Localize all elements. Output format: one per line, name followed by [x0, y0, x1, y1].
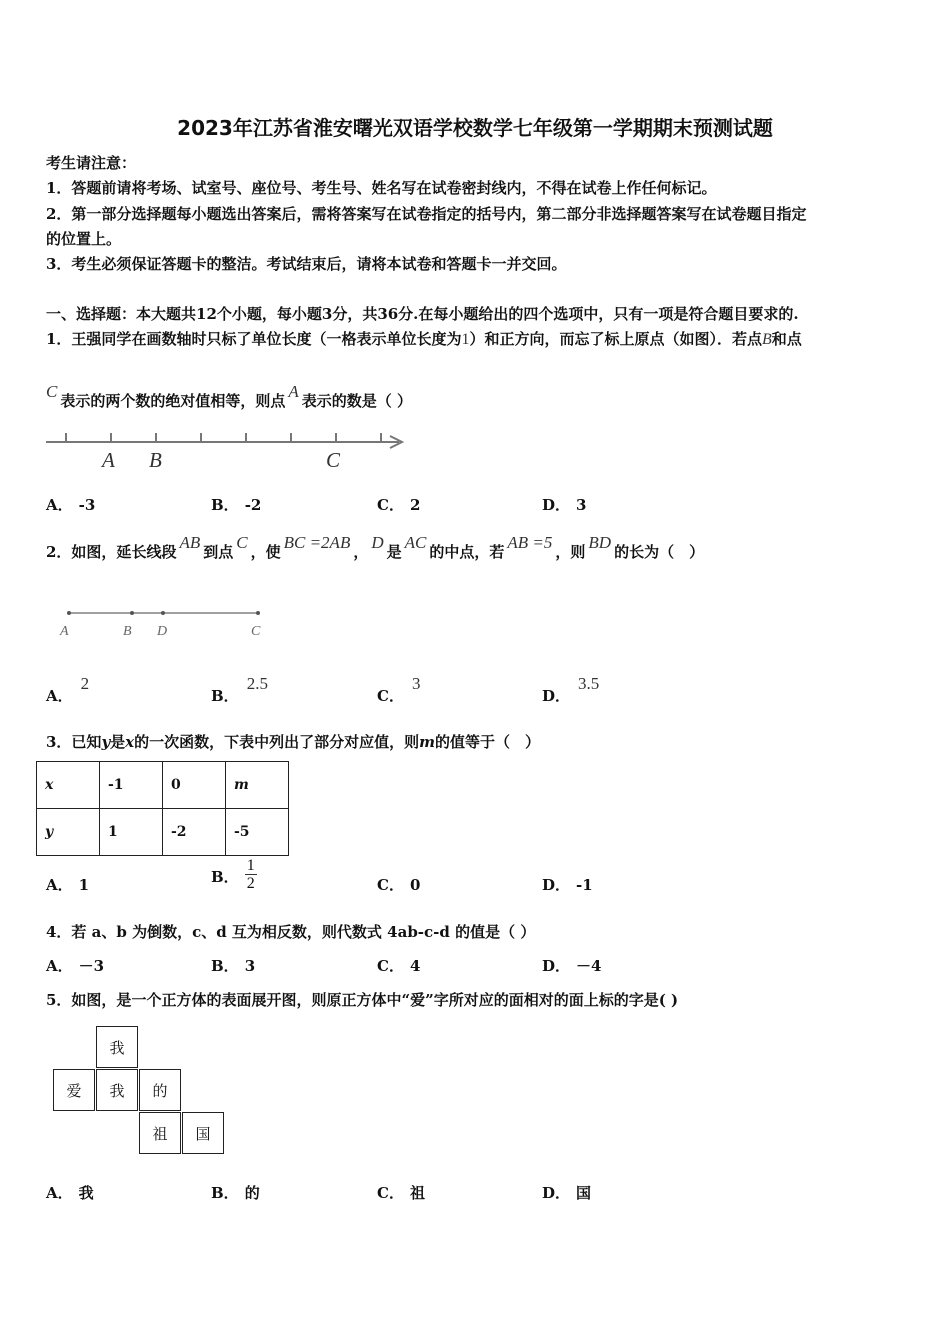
segment-figure — [58, 602, 273, 644]
q4-option-b[interactable]: B． 3 — [211, 957, 256, 975]
q4-option-a[interactable]: A． －3 — [46, 957, 105, 975]
q3-option-b[interactable]: B． $\frac{1}{2}$ — [211, 857, 255, 892]
table-row — [37, 809, 289, 856]
table-cell: m — [226, 762, 289, 809]
net-cell: 祖 — [139, 1112, 181, 1154]
axis-label-B: B — [149, 448, 162, 472]
notice-item: 3．考生必须保证答题卡的整洁。考试结束后，请将本试卷和答题卡一并交回。 — [46, 255, 567, 273]
notice-heading: 考生请注意： — [46, 154, 137, 172]
q5-option-a[interactable]: A． 我 — [46, 1184, 94, 1202]
table-row — [37, 762, 289, 809]
value-table — [36, 761, 289, 856]
q3-option-d[interactable]: D． -1 — [542, 876, 593, 894]
table-cell: -5 — [226, 809, 289, 856]
segment-label-A: A — [60, 624, 69, 639]
q5-option-b[interactable]: B． 的 — [211, 1184, 260, 1202]
q2-option-c[interactable]: C．3 — [377, 674, 421, 705]
q3-option-a[interactable]: A． 1 — [46, 876, 90, 894]
segment-label-C: C — [251, 624, 261, 639]
q1-line1: 1．王强同学在画数轴时只标了单位长度（一格表示单位长度为1）和正方向，而忘了标上原点（如图）．若点B和点 — [46, 330, 802, 348]
q3-option-c[interactable]: C． 0 — [377, 876, 421, 894]
fraction: $\frac{1}{2}$ — [246, 857, 255, 892]
q2-option-b[interactable]: B．2.5 — [211, 674, 268, 705]
q4-option-d[interactable]: D． －4 — [542, 957, 602, 975]
notice-item: 1．答题前请将考场、试室号、座位号、考生号、姓名写在试卷密封线内，不得在试卷上作任何标记。 — [46, 179, 717, 197]
q4-stem: 4．若 a、b 为倒数，c、d 互为相反数，则代数式 4ab-c-d 的值是（ ） — [46, 923, 536, 941]
page-title: 2023年江苏省淮安曙光双语学校数学七年级第一学期期末预测试题 — [177, 116, 773, 140]
q1-option-c[interactable]: C． 2 — [377, 496, 421, 514]
table-cell: x — [37, 762, 100, 809]
q1-option-d[interactable]: D． 3 — [542, 496, 587, 514]
q2-option-d[interactable]: D．3.5 — [542, 674, 600, 705]
table-cell: -1 — [100, 762, 163, 809]
axis-label-C: C — [326, 448, 341, 472]
q3-stem: 3．已知y是x的一次函数，下表中列出了部分对应值，则m的值等于（ ） — [46, 733, 541, 751]
q4-option-c[interactable]: C． 4 — [377, 957, 421, 975]
net-cell: 爱 — [53, 1069, 95, 1111]
q5-option-d[interactable]: D． 国 — [542, 1184, 592, 1202]
notice-item: 的位置上。 — [46, 230, 122, 248]
q1-line2: C 表示的两个数的绝对值相等，则点 A 表示的数是（ ） — [46, 382, 412, 410]
q2-stem: 2．如图，延长线段 AB 到点 C ，使 BC =2AB ， D 是 AC 的中点，若 AB =5 ，则 BD 的长为（ ） — [46, 533, 705, 561]
table-cell: 0 — [163, 762, 226, 809]
section-heading: 一、选择题：本大题共12个小题，每小题3分，共36分.在每小题给出的四个选项中，只有一项是符合题目要求的. — [46, 305, 799, 323]
net-cell: 国 — [182, 1112, 224, 1154]
q1-option-b[interactable]: B． -2 — [211, 496, 262, 514]
segment-label-D: D — [157, 624, 168, 639]
net-cell: 我 — [96, 1026, 138, 1068]
table-cell: 1 — [100, 809, 163, 856]
q1-option-a[interactable]: A． -3 — [46, 496, 96, 514]
table-cell: y — [37, 809, 100, 856]
q5-stem: 5．如图，是一个正方体的表面展开图，则原正方体中“爱”字所对应的面相对的面上标的字是( ) — [46, 991, 679, 1009]
table-cell: -2 — [163, 809, 226, 856]
axis-label-A: A — [102, 448, 115, 472]
net-cell: 我 — [96, 1069, 138, 1111]
net-cell: 的 — [139, 1069, 181, 1111]
segment-label-B: B — [123, 624, 132, 639]
notice-item: 2．第一部分选择题每小题选出答案后，需将答案写在试卷指定的括号内，第二部分非选择题答案写在试卷题目指定 — [46, 205, 807, 223]
number-line-figure — [44, 430, 410, 475]
q2-option-a[interactable]: A．2 — [46, 674, 90, 705]
q5-option-c[interactable]: C． 祖 — [377, 1184, 425, 1202]
